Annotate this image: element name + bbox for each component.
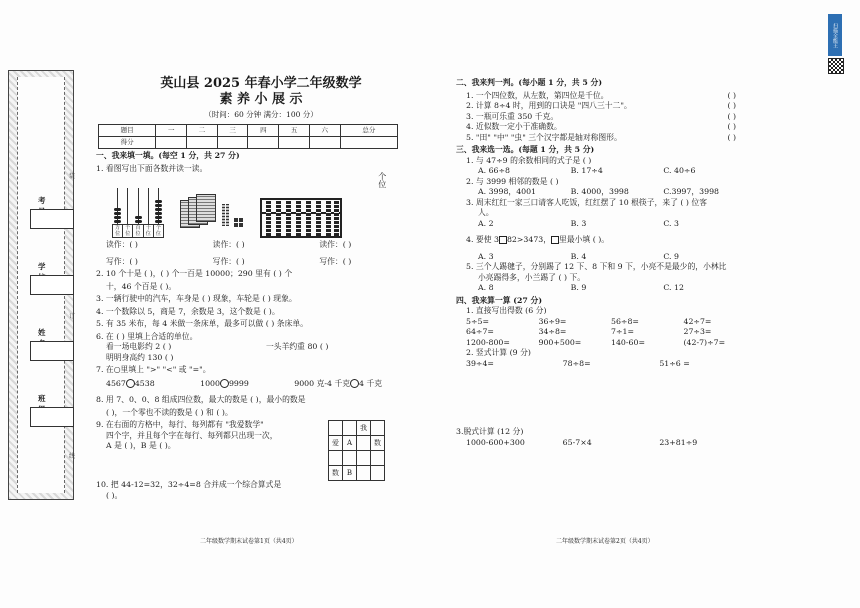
grid-cell — [357, 451, 371, 466]
question-9-block — [96, 420, 426, 478]
exam-subtitle: 素 养 小 展 示 — [219, 92, 303, 107]
judge-item: 5. "田" "中" "虫" 三个汉字都是轴对称图形。 ( ) — [456, 133, 756, 144]
question-6-items — [96, 342, 426, 353]
question-2-line1: 2. 10 个十是 ( )，( ) 个一百是 10000；290 里有 ( ) 个 — [96, 269, 293, 279]
field-label-name: 姓 — [38, 328, 52, 337]
binding-inner — [17, 77, 65, 493]
compare-right: 9999 — [228, 378, 249, 388]
grid-cell: 数 — [371, 436, 385, 451]
seal-mark: 装 — [69, 173, 76, 180]
figure-row — [96, 172, 426, 238]
exam-title: 英山县 2025 年春小学二年级数学 — [160, 76, 362, 91]
compare-item — [200, 379, 294, 390]
choice-5-line1: 5. 三个人踢毽子，分别踢了 12 下、8 下和 9 下，小亮不是最少的，小林比 — [466, 262, 727, 272]
unit-blank[interactable]: 看一场电影约 2 ( ) — [106, 342, 172, 352]
read-blank[interactable]: 读作：( ) — [106, 240, 138, 250]
choice-2: 2. 与 3999 相邻的数是 ( ) — [466, 176, 559, 186]
score-row-label: 得分 — [99, 137, 156, 149]
question-3: 3. 一辆行驶中的汽车，车身是 ( ) 现象，车轮是 ( ) 现象。 — [96, 294, 297, 304]
section-3-heading: 三、我来选一选。(每题 1 分，共 5 分) — [456, 145, 595, 155]
question-9-line3: A 是 ( )，B 是 ( )。 — [106, 441, 176, 451]
choice-3-line2: 人。 — [478, 208, 494, 218]
compare-left: 1000 — [200, 378, 220, 388]
choice-1-options — [456, 166, 756, 177]
write-row — [96, 257, 426, 268]
read-row — [96, 240, 426, 251]
vertical-item[interactable]: 39÷4= — [466, 358, 494, 368]
grid-cell — [371, 451, 385, 466]
score-cell[interactable] — [309, 137, 340, 149]
seal-mark: 订 — [69, 313, 76, 320]
question-9-line2: 四个字，并且每个字在每行、每列都只出现一次， — [106, 430, 278, 440]
seal-mark: 线 — [69, 453, 76, 460]
unit-blank[interactable]: 一头羊约重 80 ( ) — [266, 342, 329, 352]
option-b[interactable]: B. 9 — [570, 283, 587, 293]
score-cell[interactable] — [187, 137, 218, 149]
ones-place-label: 个位 — [377, 172, 387, 189]
grid-cell — [357, 436, 371, 451]
option-a[interactable]: A. 3 — [478, 251, 494, 261]
score-cell[interactable] — [156, 137, 187, 149]
name-field[interactable] — [30, 341, 74, 361]
grid-cell — [357, 466, 371, 481]
oral-row — [456, 317, 756, 328]
score-cell[interactable] — [217, 137, 248, 149]
vertical-item[interactable]: 78÷8= — [562, 358, 591, 368]
choice-4: 4. 要使 3 82>3473， 里最小填 ( )。 — [466, 235, 610, 245]
base-ten-blocks-figure — [180, 194, 244, 238]
question-7: 7. 在○里填上 ">" "<" 或 "="。 — [96, 365, 211, 375]
section-4-heading: 四、我来算一算 (27 分) — [456, 295, 543, 305]
left-page — [96, 76, 426, 501]
grid-cell — [343, 421, 357, 436]
compare-right: 4538 — [134, 378, 155, 388]
word-grid — [328, 420, 385, 481]
stepwise-item[interactable]: 1000-600+300 — [466, 437, 525, 447]
subsection-vertical: 2. 竖式计算 (9 分) — [466, 348, 531, 358]
score-head: 二 — [187, 125, 218, 137]
score-head: 三 — [217, 125, 248, 137]
choice-3-line1: 3. 周末红红一家三口请客人吃饭，红红摆了 10 根筷子，来了 ( ) 位客 — [466, 197, 708, 207]
place-label: 千位 — [123, 225, 133, 237]
question-8-line1: 8. 用 7、0、0、8 组成四位数，最大的数是 ( )，最小的数是 — [96, 395, 306, 405]
read-blank[interactable]: 读作：( ) — [319, 240, 352, 250]
time-score: （时间：60 分钟 满分：100 分） — [204, 110, 318, 119]
judge-answer[interactable]: ( ) — [727, 101, 736, 111]
question-10-blank[interactable]: ( )。 — [106, 490, 123, 500]
score-cell[interactable] — [248, 137, 279, 149]
option-a[interactable]: A. 3998，4001 — [478, 187, 537, 197]
subsection-oral: 1. 直接写出得数 (6 分) — [466, 306, 547, 316]
question-1: 1. 看图写出下面各数并读一读。 — [96, 163, 208, 173]
grid-cell: B — [343, 466, 357, 481]
question-10-line1: 10. 把 44-12=32，32÷4=8 合并成一个综合算式是 — [96, 480, 282, 490]
grid-cell — [329, 421, 343, 436]
work-space[interactable] — [456, 369, 756, 427]
field-label-school: 学 — [38, 262, 52, 271]
exam-no-field[interactable] — [30, 209, 74, 229]
option-b[interactable]: B. 3 — [570, 218, 587, 228]
oral-item[interactable]: 64÷7= — [466, 327, 494, 337]
option-c[interactable]: C. 40÷6 — [663, 166, 696, 176]
option-a[interactable]: A. 8 — [478, 283, 494, 293]
stepwise-item[interactable]: 23+81÷9 — [659, 437, 698, 447]
oral-item[interactable]: 900+500= — [538, 337, 582, 347]
choice-2-options — [456, 187, 756, 198]
judge-item: 4. 近似数一定小于准确数。 ( ) — [456, 122, 756, 133]
judge-item: 3. 一瓶可乐重 350 千克。 ( ) — [456, 112, 756, 123]
stepwise-item[interactable]: 65-7×4 — [562, 437, 592, 447]
question-5: 5. 有 35 米布，每 4 米做一条床单，最多可以做 ( ) 条床单。 — [96, 319, 308, 329]
grid-cell — [371, 466, 385, 481]
grid-cell: 爱 — [329, 436, 343, 451]
compare-left: 9000 克-4 千克 — [294, 378, 351, 388]
judge-answer[interactable]: ( ) — [727, 111, 736, 121]
section-2-heading: 二、我来判一判。(每小题 1 分，共 5 分) — [456, 78, 603, 87]
choice-5-line2: 小亮踢得多，小兰踢了 ( ) 下。 — [478, 272, 586, 282]
judge-answer[interactable]: ( ) — [727, 122, 736, 132]
oral-row — [456, 338, 756, 349]
oral-item[interactable]: 5÷5= — [466, 316, 489, 326]
grid-cell: 数 — [329, 466, 343, 481]
option-c[interactable]: C.3997，3998 — [663, 187, 719, 197]
place-label: 万位 — [113, 225, 123, 237]
score-head: 一 — [156, 125, 187, 137]
oral-row — [456, 327, 756, 338]
write-blank[interactable]: 写作：( ) — [319, 256, 352, 266]
read-blank[interactable]: 读作：( ) — [212, 240, 245, 250]
class-field[interactable] — [30, 407, 74, 427]
grid-cell: A — [343, 436, 357, 451]
abacus-figure — [260, 198, 342, 238]
compare-circle[interactable] — [126, 379, 135, 388]
compare-item — [106, 379, 200, 390]
question-2-line2: 十，46 个百是 ( )。 — [106, 281, 177, 291]
judge-item: 2. 计算 8÷4 时，用到的口诀是 "四八三十二"。 ( ) — [456, 101, 756, 112]
judge-item: 1. 一个四位数，从左数，第四位是千位。 ( ) — [456, 91, 756, 102]
option-b[interactable]: B. 4000，3998 — [570, 187, 629, 197]
oral-item[interactable]: 27÷3= — [683, 327, 712, 337]
option-b[interactable]: B. 4 — [570, 251, 587, 261]
question-9-line1: 9. 在右面的方格中，每行、每列都有 "我爱数学" — [96, 420, 264, 430]
page-1-footer: 二年级数学期末试卷第1页（共4页） — [200, 538, 298, 545]
school-field[interactable] — [30, 275, 74, 295]
option-c[interactable]: C. 12 — [663, 283, 684, 293]
place-label: 百位 — [133, 225, 143, 237]
scanner-logo: 扫描全能王 — [828, 14, 842, 56]
oral-item[interactable]: 56÷8= — [611, 316, 639, 326]
grid-cell — [329, 451, 343, 466]
subsection-stepwise: 3.脱式计算 (12 分) — [456, 427, 524, 437]
oral-item[interactable]: 34÷8= — [538, 327, 567, 337]
question-4: 4. 一个数除以 5，商是 7，余数是 3，这个数是 ( )。 — [96, 306, 280, 316]
choice-5-options — [456, 283, 756, 294]
question-8-line2: ( )，一个零也不读的数是 ( ) 和 ( )。 — [106, 407, 233, 417]
digit-box — [499, 236, 507, 244]
write-blank[interactable]: 写作：( ) — [212, 256, 245, 266]
choice-1: 1. 与 47÷9 的余数相同的式子是 ( ) — [466, 155, 592, 165]
field-label-class: 班 — [38, 394, 52, 403]
compare-circle[interactable] — [220, 379, 229, 388]
question-6: 6. 在 ( ) 里填上合适的单位。 — [96, 331, 198, 341]
scanner-watermark — [828, 14, 846, 76]
score-table — [98, 124, 398, 149]
score-head: 五 — [279, 125, 310, 137]
right-page — [456, 76, 756, 448]
compare-left: 4567 — [106, 378, 126, 388]
score-head: 六 — [309, 125, 340, 137]
unit-blank[interactable]: 明明身高约 130 ( ) — [106, 352, 174, 362]
binding-strip — [8, 70, 74, 500]
option-a[interactable]: A. 2 — [478, 218, 494, 228]
compare-item — [294, 379, 426, 390]
oral-item[interactable]: 140-60= — [611, 337, 645, 347]
stepwise-row — [456, 438, 756, 449]
grid-cell: 我 — [357, 421, 371, 436]
oral-item[interactable]: 36÷9= — [538, 316, 567, 326]
option-a[interactable]: A. 66÷8 — [478, 166, 511, 176]
oral-item[interactable]: 1200-800= — [466, 337, 510, 347]
vertical-item[interactable]: 51÷6 = — [659, 358, 690, 368]
option-b[interactable]: B. 17÷4 — [570, 166, 603, 176]
write-blank[interactable]: 写作：( ) — [106, 256, 138, 266]
option-c[interactable]: C. 3 — [663, 218, 679, 228]
oral-item[interactable]: 7÷1= — [611, 327, 634, 337]
choice-3-options — [456, 219, 756, 230]
place-label: 十位 — [144, 225, 154, 237]
question-7-items — [96, 379, 426, 390]
compare-circle[interactable] — [350, 379, 359, 388]
vertical-row — [456, 359, 756, 370]
page-2-footer: 二年级数学期末试卷第2页（共4页） — [556, 538, 654, 545]
choice-4-options — [456, 252, 756, 263]
score-head: 题目 — [99, 125, 156, 137]
judge-answer[interactable]: ( ) — [727, 90, 736, 100]
score-cell[interactable] — [279, 137, 310, 149]
oral-item[interactable]: (42-7)÷7= — [683, 337, 726, 347]
counting-frame-figure — [112, 186, 164, 238]
oral-item[interactable]: 42÷7= — [683, 316, 712, 326]
grid-cell — [343, 451, 357, 466]
place-label: 个位 — [155, 225, 161, 238]
score-cell[interactable] — [340, 137, 397, 149]
digit-box — [551, 236, 559, 244]
score-head: 总分 — [340, 125, 397, 137]
field-label-exam-no: 考 — [38, 196, 52, 205]
compare-right: 4 千克 — [359, 378, 383, 388]
qr-code-icon — [828, 58, 844, 74]
judge-answer[interactable]: ( ) — [727, 132, 736, 142]
section-1-heading: 一、我来填一填。(每空 1 分，共 27 分) — [96, 151, 240, 161]
grid-cell — [371, 421, 385, 436]
score-head: 四 — [248, 125, 279, 137]
option-c[interactable]: C. 9 — [663, 251, 679, 261]
